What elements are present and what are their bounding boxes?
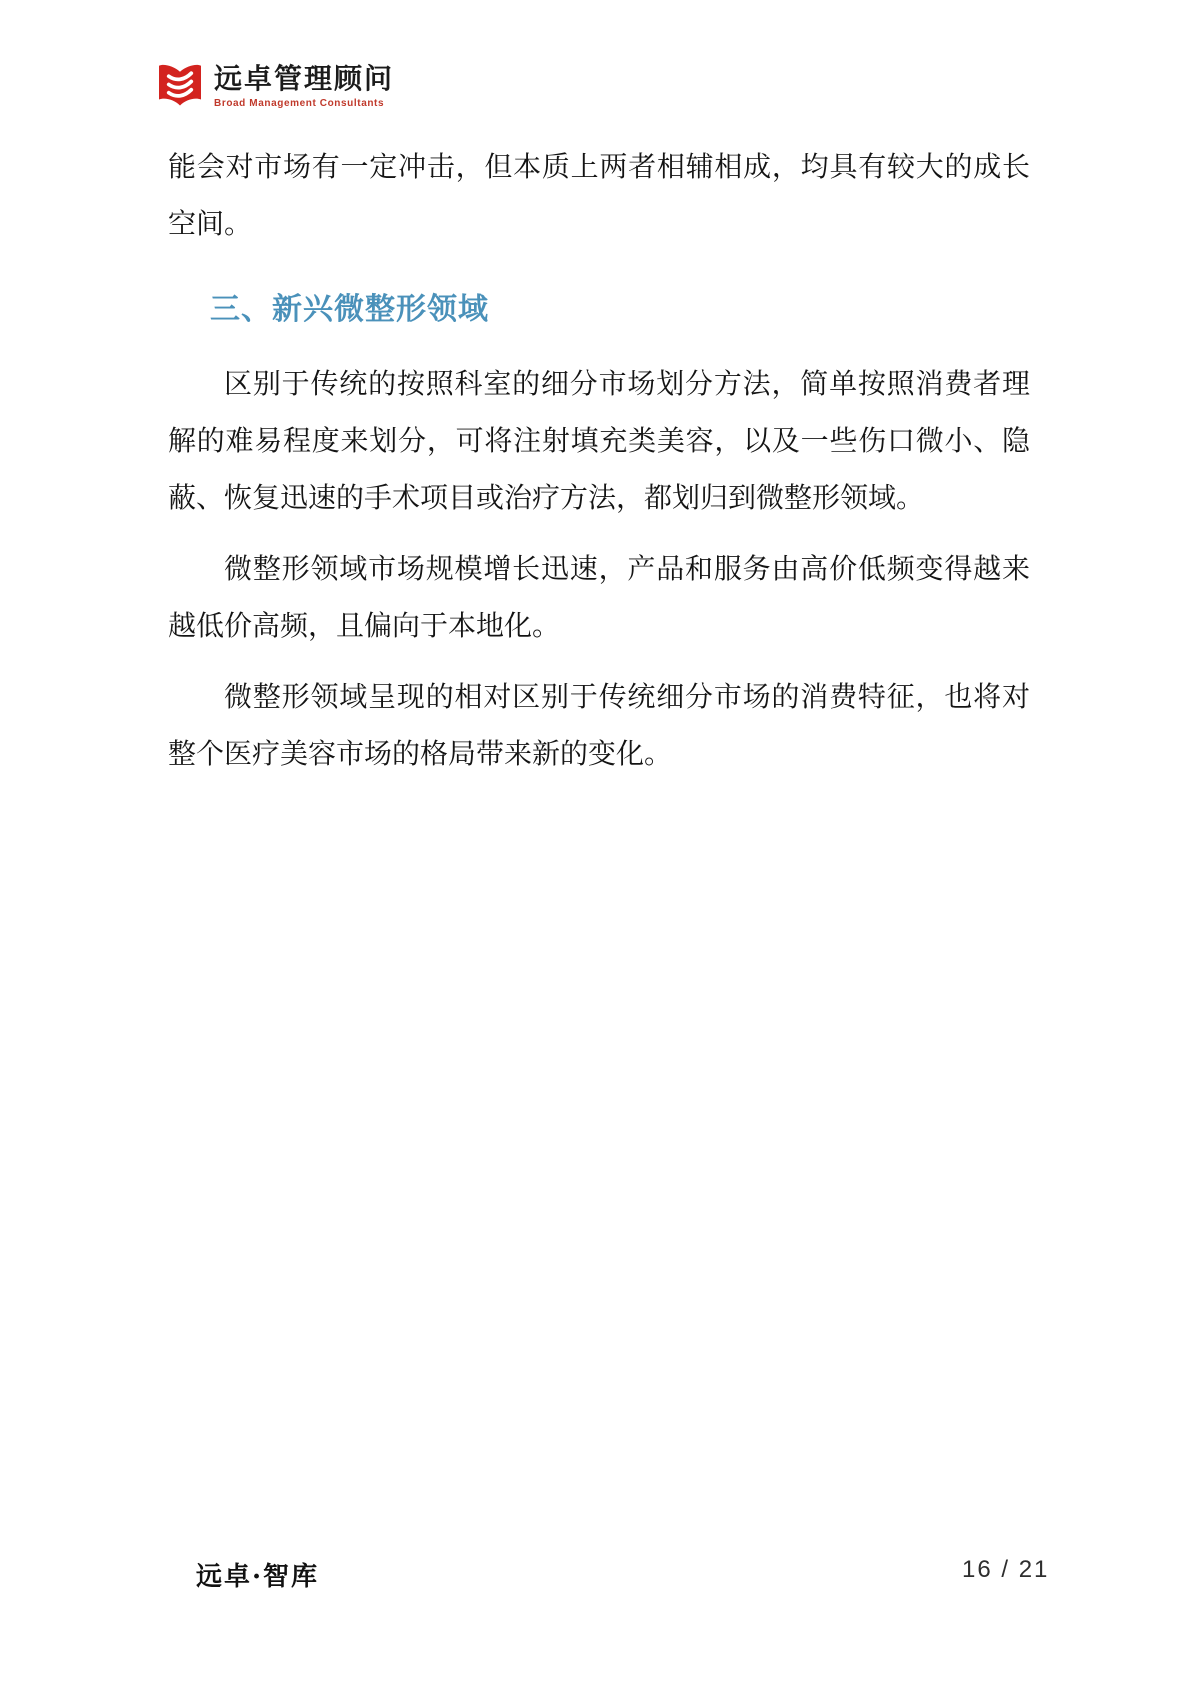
paragraph: 微整形领域呈现的相对区别于传统细分市场的消费特征，也将对整个医疗美容市场的格局带来新的变化。 xyxy=(168,680,1030,770)
paragraph-continuation: 能会对市场有一定冲击，但本质上两者相辅相成，均具有较大的成长空间。 xyxy=(168,150,1030,240)
section-heading: 三、新兴微整形领域 xyxy=(210,292,489,327)
paragraph: 微整形领域市场规模增长迅速，产品和服务由高价低频变得越来越低价高频，且偏向于本地化。 xyxy=(168,552,1030,642)
company-name-cn: 远卓管理顾问 xyxy=(214,62,395,95)
footer-brand: 远卓·智库 xyxy=(196,1562,320,1592)
company-name-en: Broad Management Consultants xyxy=(214,97,385,109)
open-book-logo-icon xyxy=(156,60,204,112)
page-content xyxy=(168,138,1030,796)
company-logo xyxy=(156,60,394,112)
page-number: 16 / 21 xyxy=(962,1556,1050,1583)
paragraph: 区别于传统的按照科室的细分市场划分方法，简单按照消费者理解的难易程度来划分，可将注射填充类美容，以及一些伤口微小、隐蔽、恢复迅速的手术项目或治疗方法，都划归到微整形领域。 xyxy=(168,367,1030,514)
logo-text-block xyxy=(214,60,394,109)
